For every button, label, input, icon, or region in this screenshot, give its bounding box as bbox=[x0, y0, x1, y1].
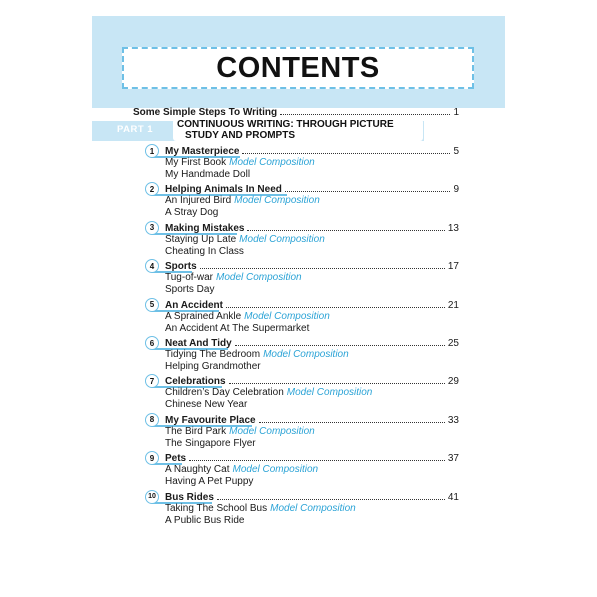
subtopic-model bbox=[165, 157, 315, 168]
entry-heading-row bbox=[165, 221, 459, 234]
subtopic-model bbox=[165, 464, 318, 475]
model-composition-tag: Model Composition bbox=[244, 310, 330, 322]
subtopic-title: A Naughty Cat bbox=[165, 464, 230, 476]
entry-number-badge: 5 bbox=[145, 298, 159, 312]
entry-number-badge: 7 bbox=[145, 374, 159, 388]
subtopic-title: Sports Day bbox=[165, 284, 215, 296]
toc-entry[interactable] bbox=[145, 144, 459, 182]
entry-number-badge: 1 bbox=[145, 144, 159, 158]
intro-page-number: 1 bbox=[453, 107, 459, 118]
entry-title: Bus Rides bbox=[165, 491, 214, 503]
entry-title: Sports bbox=[165, 261, 197, 273]
toc-entry[interactable] bbox=[145, 298, 459, 336]
entry-title: Pets bbox=[165, 453, 187, 465]
entry-heading-row bbox=[165, 451, 459, 464]
subtopic-title: A Public Bus Ride bbox=[165, 514, 245, 526]
subtopic-title: Taking The School Bus bbox=[165, 502, 268, 514]
entry-heading-row bbox=[165, 413, 459, 426]
entry-title: Celebrations bbox=[165, 376, 226, 388]
model-composition-tag: Model Composition bbox=[263, 349, 349, 360]
entry-heading-row bbox=[165, 336, 459, 349]
subtopic-title: Tug-of-war bbox=[165, 272, 213, 284]
subtopic-title: Children’s Day Celebration bbox=[165, 387, 284, 399]
entry-number-badge: 3 bbox=[145, 221, 159, 235]
part-title-line2: STUDY AND PROMPTS bbox=[185, 130, 296, 141]
subtopic-model bbox=[165, 387, 372, 398]
toc-entry[interactable] bbox=[145, 490, 459, 528]
subtopic-model bbox=[165, 503, 356, 514]
subtopic-model bbox=[165, 349, 349, 360]
model-composition-tag: Model Composition bbox=[270, 502, 356, 514]
entry-heading-row bbox=[165, 182, 459, 195]
subtopic-title: The Bird Park bbox=[165, 425, 227, 437]
entry-heading-row bbox=[165, 490, 459, 503]
entry-heading-row bbox=[165, 374, 459, 387]
part-title-line1: CONTINUOUS WRITING: THROUGH PICTURE bbox=[177, 119, 394, 130]
subtopic-title: Chinese New Year bbox=[165, 399, 248, 411]
entry-page-number: 41 bbox=[447, 491, 459, 503]
subtopic-model bbox=[165, 311, 330, 322]
entry-title: Neat And Tidy bbox=[165, 338, 232, 349]
subtopic-title: Helping Grandmother bbox=[165, 361, 261, 372]
entry-heading-row bbox=[165, 144, 459, 157]
dot-leader bbox=[247, 230, 444, 231]
part-label: PART 1 bbox=[117, 124, 154, 135]
toc-entry[interactable] bbox=[145, 259, 459, 297]
entry-title: My Masterpiece bbox=[165, 146, 240, 157]
toc-entry[interactable] bbox=[145, 451, 459, 489]
dot-leader bbox=[242, 153, 450, 154]
intro-label: Some Simple Steps To Writing bbox=[133, 107, 278, 118]
entry-page-number: 17 bbox=[447, 261, 459, 273]
dot-leader bbox=[235, 345, 445, 346]
subtopic-title: An Injured Bird bbox=[165, 195, 232, 207]
subtopic-title: Having A Pet Puppy bbox=[165, 476, 254, 488]
model-composition-tag: Model Composition bbox=[232, 464, 319, 476]
subtopic-model bbox=[165, 426, 315, 437]
model-composition-tag: Model Composition bbox=[229, 425, 315, 437]
subtopic-model bbox=[165, 195, 320, 206]
toc-entry[interactable] bbox=[145, 336, 459, 374]
entry-title: An Accident bbox=[165, 299, 223, 311]
entry-number-badge: 9 bbox=[145, 451, 159, 465]
toc-entry[interactable] bbox=[145, 374, 459, 412]
subtopic-model bbox=[165, 234, 325, 245]
entry-title: Helping Animals In Need bbox=[165, 184, 282, 196]
subtopic-title: Tidying The Bedroom bbox=[165, 349, 261, 360]
subtopic-title: A Sprained Ankle bbox=[165, 310, 242, 322]
dot-leader bbox=[200, 268, 445, 269]
entry-title: My Favourite Place bbox=[165, 414, 256, 426]
entry-page-number: 33 bbox=[447, 414, 459, 426]
entry-page-number: 13 bbox=[447, 222, 459, 234]
entry-page-number: 25 bbox=[447, 338, 459, 349]
dot-leader bbox=[217, 499, 445, 500]
entry-page-number: 29 bbox=[447, 376, 459, 388]
intro-entry[interactable] bbox=[133, 104, 459, 118]
subtopic-title: Staying Up Late bbox=[165, 233, 237, 245]
toc-entry[interactable] bbox=[145, 182, 459, 220]
model-composition-tag: Model Composition bbox=[229, 157, 315, 168]
entry-heading-row bbox=[165, 298, 459, 311]
page-title: CONTENTS bbox=[216, 51, 380, 84]
toc-entry[interactable] bbox=[145, 413, 459, 451]
entry-number-badge: 6 bbox=[145, 336, 159, 350]
dot-leader bbox=[189, 460, 445, 461]
model-composition-tag: Model Composition bbox=[234, 195, 320, 207]
subtopic-title: An Accident At The Supermarket bbox=[165, 322, 310, 334]
entry-title: Making Mistakes bbox=[165, 222, 245, 234]
entry-page-number: 5 bbox=[453, 146, 459, 157]
dot-leader bbox=[259, 422, 445, 423]
entry-number-badge: 4 bbox=[145, 259, 159, 273]
subtopic-title: A Stray Dog bbox=[165, 207, 219, 219]
part-title bbox=[177, 119, 427, 141]
entry-page-number: 21 bbox=[447, 299, 459, 311]
subtopic-model bbox=[165, 272, 302, 283]
entry-heading-row bbox=[165, 259, 459, 272]
dot-leader bbox=[229, 383, 445, 384]
subtopic-title: Cheating In Class bbox=[165, 245, 244, 257]
model-composition-tag: Model Composition bbox=[215, 272, 302, 284]
toc-entry[interactable] bbox=[145, 221, 459, 259]
title-box bbox=[122, 47, 474, 89]
entry-number-badge: 2 bbox=[145, 182, 159, 196]
entry-number-badge: 8 bbox=[145, 413, 159, 427]
subtopic-title: My Handmade Doll bbox=[165, 169, 251, 180]
subtopic-title: My First Book bbox=[165, 157, 227, 168]
model-composition-tag: Model Composition bbox=[239, 233, 325, 245]
dot-leader bbox=[285, 191, 450, 192]
entry-page-number: 9 bbox=[453, 184, 459, 196]
entry-number-badge: 10 bbox=[145, 490, 159, 504]
entry-page-number: 37 bbox=[447, 453, 459, 465]
dot-leader bbox=[226, 307, 445, 308]
model-composition-tag: Model Composition bbox=[286, 387, 373, 399]
dot-leader bbox=[280, 114, 450, 115]
subtopic-title: The Singapore Flyer bbox=[165, 437, 256, 449]
